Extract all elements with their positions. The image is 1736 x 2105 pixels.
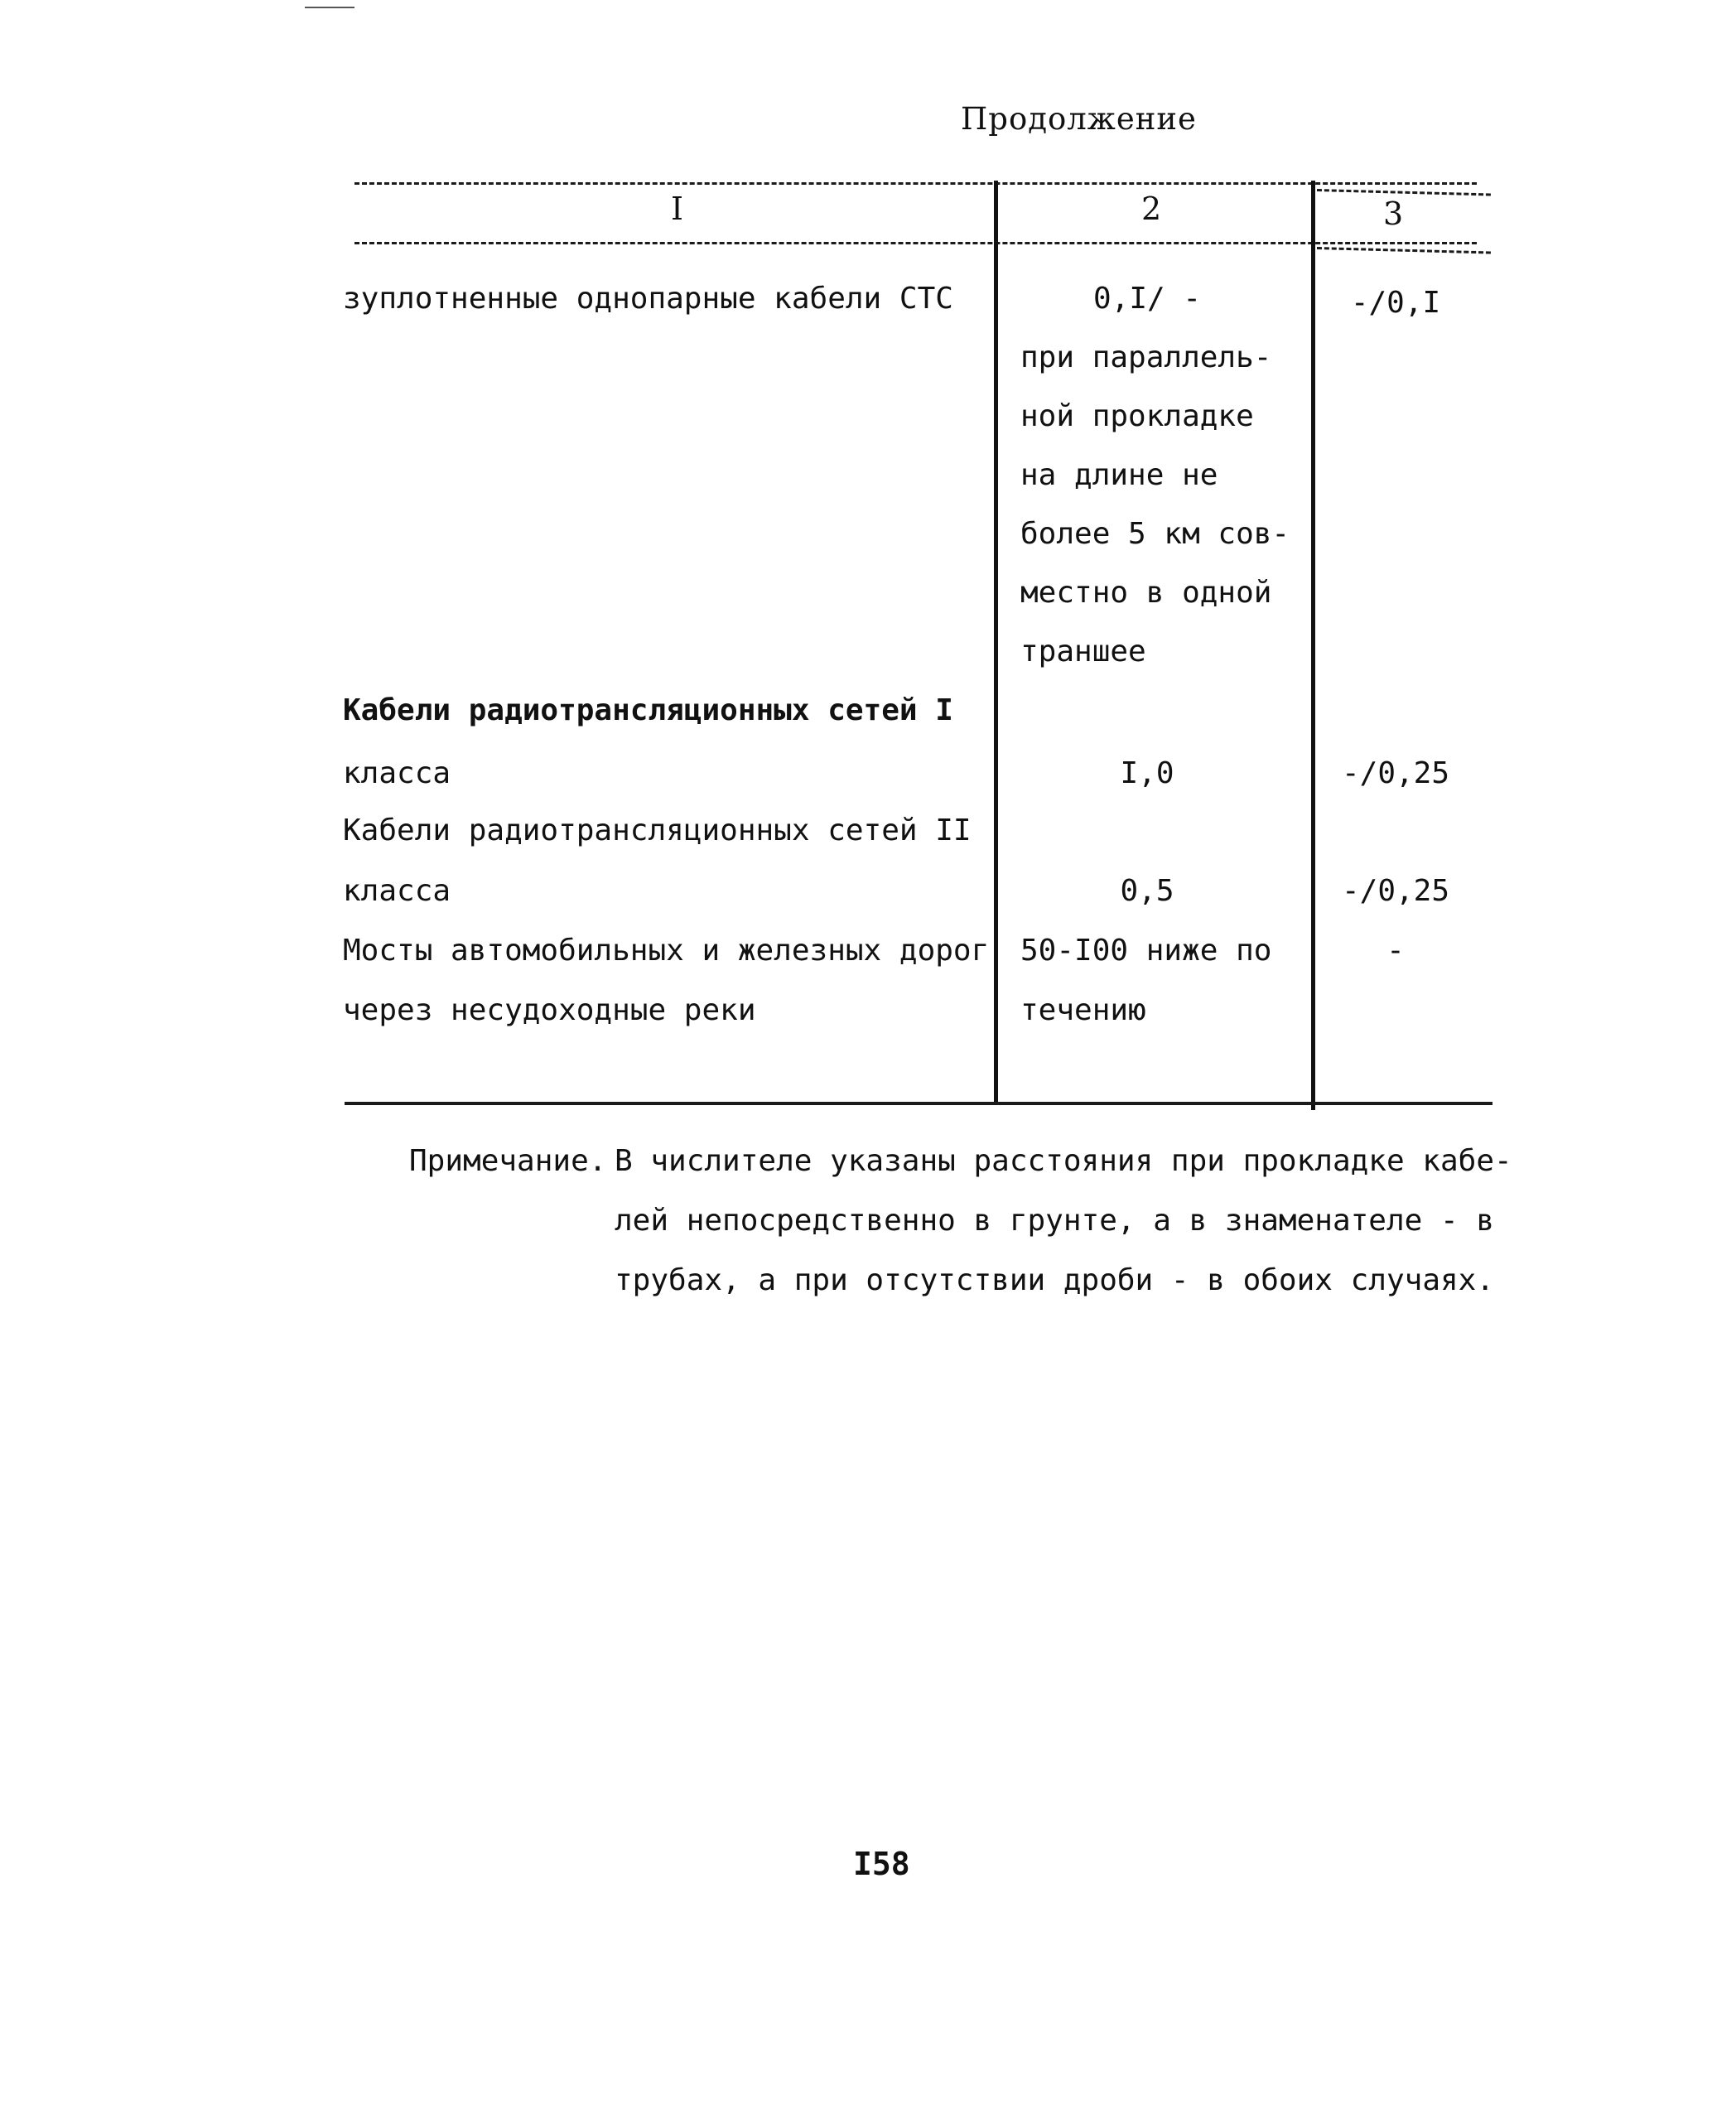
row3-col1-line2: класса [343,874,451,908]
row2-col2: I,0 [1120,756,1174,790]
note-label: Примечание. [409,1144,607,1178]
table-header-rule [354,242,1477,244]
table-top-rule [354,182,1477,185]
row4-col2-line1: 50-I00 ниже по [1020,934,1272,968]
note-line-3: трубах, а при отсутствии дроби - в обоих случаях. [615,1263,1495,1297]
row3-col3: -/0,25 [1341,874,1450,908]
row1-col1-line1: зуплотненные однопарные кабели СТС [343,282,953,316]
row1-col2-line3: ной прокладке [1020,399,1254,433]
table-top-rule-right [1317,189,1491,196]
row2-col1-line2: класса [343,756,451,790]
row1-col2-line1: 0,I/ - [1092,282,1202,316]
continuation-label: Продолжение [961,101,1197,137]
row2-col1-line1: Кабели радиотрансляционных сетей I [343,693,953,727]
row4-col1-line1: Мосты автомобильных и железных дорог [343,934,990,968]
page-number: I58 [853,1846,910,1882]
row1-col3: -/0,I [1350,286,1441,320]
row1-col2-line5: более 5 км сов- [1020,517,1290,551]
note-line-1: В числителе указаны расстояния при прокладке кабе- [615,1144,1512,1178]
row1-col2-line6: местно в одной [1020,576,1272,610]
column-header-2: 2 [1141,191,1162,227]
row4-col3: - [1386,934,1405,968]
row1-col2-line7: траншее [1020,635,1146,669]
row3-col2: 0,5 [1120,874,1174,908]
row2-col3: -/0,25 [1341,756,1450,790]
corner-mark [305,7,354,8]
row1-col2-line4: на длине не [1020,458,1218,492]
row4-col1-line2: через несудоходные реки [343,993,756,1027]
table-bottom-rule [345,1102,1492,1105]
table-header-rule-right [1317,247,1491,253]
note-line-2: лей непосредственно в грунте, а в знаменателе - в [615,1204,1495,1238]
column-header-3: 3 [1383,196,1404,232]
row1-col2-line2: при параллель- [1020,340,1272,374]
row4-col2-line2: течению [1020,993,1146,1027]
column-header-1: I [671,191,684,227]
row3-col1-line1: Кабели радиотрансляционных сетей II [343,814,972,847]
